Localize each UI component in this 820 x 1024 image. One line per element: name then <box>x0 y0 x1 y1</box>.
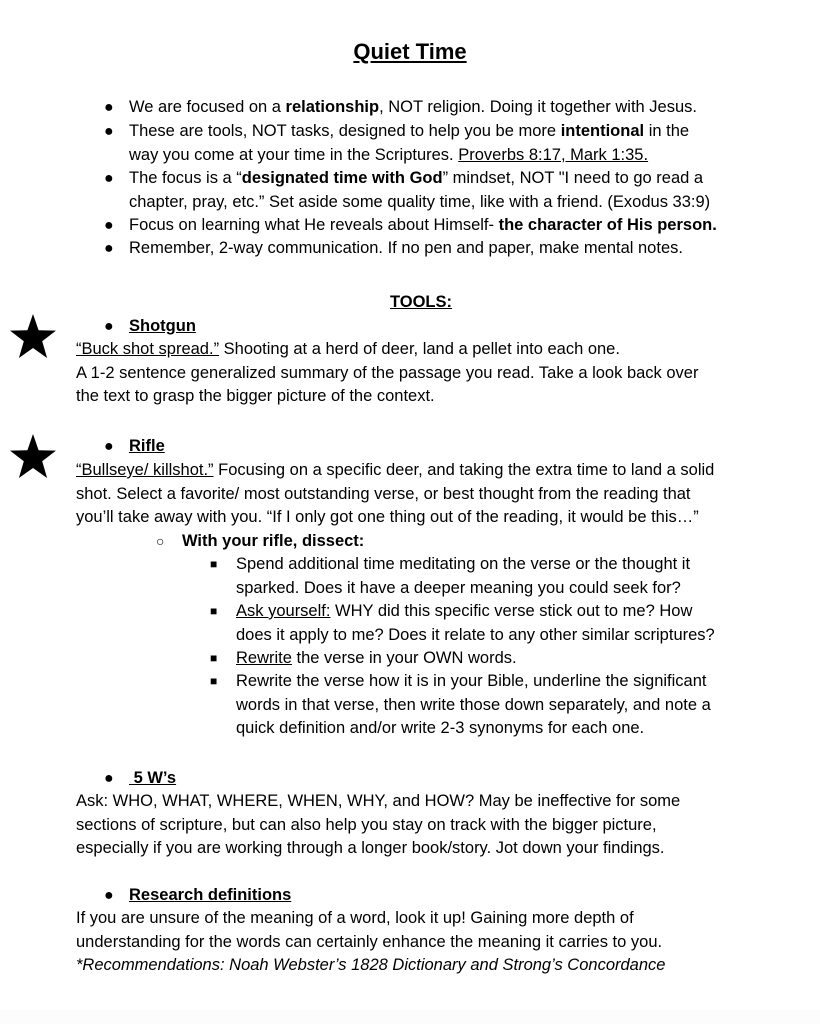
body-text: understanding for the words can certainly enhance the meaning it carries to you. <box>76 932 663 951</box>
underlined-text: Rewrite <box>236 649 292 667</box>
bullet-icon: ● <box>104 770 114 787</box>
underlined-text: Ask yourself: <box>236 602 331 620</box>
bullet-text: way you come at your time in the Scriptures. <box>129 145 459 164</box>
bold-text: intentional <box>560 122 645 140</box>
underlined-text: “Bullseye/ killshot.” <box>76 461 214 479</box>
item-text: words in that verse, then write those down separately, and note a <box>236 695 711 714</box>
bold-text: relationship <box>285 98 380 116</box>
bullet-icon: ● <box>104 170 114 187</box>
sub-heading-text: With your rifle, dissect: <box>182 532 365 550</box>
star-icon <box>9 433 57 479</box>
bold-text: designated time with God <box>241 169 443 187</box>
bullet-icon: ● <box>104 438 114 455</box>
item-text: Spend additional time meditating on the verse or the thought it <box>236 555 691 573</box>
item-text: quick definition and/or write 2-3 synonyms for each one. <box>236 719 645 737</box>
page-bottom-edge <box>0 1010 820 1024</box>
square-bullet-icon: ■ <box>210 557 218 571</box>
tool-title: 5 W’s <box>129 769 177 787</box>
scripture-reference-link[interactable]: Proverbs 8:17, Mark 1:35. <box>458 145 649 164</box>
bullet-text: These are tools, NOT tasks, designed to help you be more <box>129 122 561 140</box>
bullet-icon: ● <box>104 887 114 904</box>
body-text: sections of scripture, but can also help you stay on track with the bigger picture, <box>76 815 657 834</box>
body-text: Shooting at a herd of deer, land a pellet into each one. <box>219 340 620 358</box>
body-text: you’ll take away with you. “If I only got one thing out of the reading, it would be this…” <box>76 508 699 526</box>
bullet-text: ” mindset, NOT "I need to go read a <box>442 169 704 187</box>
circle-bullet-icon: ○ <box>156 533 165 549</box>
item-text: does it apply to me? Does it relate to any other similar scriptures? <box>236 625 715 644</box>
recommendations-text: *Recommendations: Noah Webster’s 1828 Dictionary and Strong’s Concordance <box>76 956 666 974</box>
rifle-description <box>76 459 714 530</box>
bullet-text: Focus on learning what He reveals about Himself- <box>129 216 499 234</box>
bullet-icon: ● <box>104 99 114 116</box>
shotgun-description <box>76 338 698 409</box>
square-bullet-icon: ■ <box>210 604 218 618</box>
bullet-text: , NOT religion. Doing it together with Jesus. <box>379 98 697 116</box>
page-title: Quiet Time <box>353 39 467 64</box>
item-text: WHY did this specific verse stick out to me? How <box>330 602 693 620</box>
bullet-icon: ● <box>104 318 114 335</box>
item-text: Rewrite the verse how it is in your Bible, underline the significant <box>236 672 707 690</box>
bullet-text: Remember, 2-way communication. If no pen and paper, make mental notes. <box>129 239 683 257</box>
tool-title: Rifle <box>129 437 165 455</box>
underlined-text: “Buck shot spread.” <box>76 340 220 358</box>
tool-title: Shotgun <box>129 317 196 335</box>
body-text: Focusing on a specific deer, and taking the extra time to land a solid <box>213 461 715 479</box>
tool-title: Research definitions <box>129 886 292 904</box>
square-bullet-icon: ■ <box>210 651 218 665</box>
square-bullet-icon: ■ <box>210 674 218 688</box>
body-text: Ask: WHO, WHAT, WHERE, WHEN, WHY, and HOW? May be ineffective for some <box>76 792 681 810</box>
body-text: shot. Select a favorite/ most outstanding verse, or best thought from the reading that <box>76 484 691 503</box>
body-text: the text to grasp the bigger picture of the context. <box>76 387 435 405</box>
body-text: A 1-2 sentence generalized summary of the passage you read. Take a look back over <box>76 363 699 382</box>
bold-text: the character of His person. <box>498 216 717 234</box>
bullet-text: The focus is a “ <box>129 169 242 187</box>
body-text: If you are unsure of the meaning of a word, look it up! Gaining more depth of <box>76 909 634 927</box>
item-text: the verse in your OWN words. <box>291 649 517 667</box>
bullet-icon: ● <box>104 123 114 140</box>
bullet-icon: ● <box>104 217 114 234</box>
item-text: sparked. Does it have a deeper meaning you could seek for? <box>236 578 681 597</box>
bullet-icon: ● <box>104 240 114 257</box>
bullet-text: We are focused on a <box>129 98 286 116</box>
tools-heading: TOOLS: <box>389 293 453 311</box>
bullet-text: chapter, pray, etc.” Set aside some quality time, like with a friend. (Exodus 33:9) <box>129 192 711 211</box>
bullet-text: in the <box>644 122 690 140</box>
body-text: especially if you are working through a longer book/story. Jot down your findings. <box>76 839 665 857</box>
5ws-description <box>76 790 680 861</box>
research-description <box>76 907 665 978</box>
star-icon <box>9 313 57 359</box>
